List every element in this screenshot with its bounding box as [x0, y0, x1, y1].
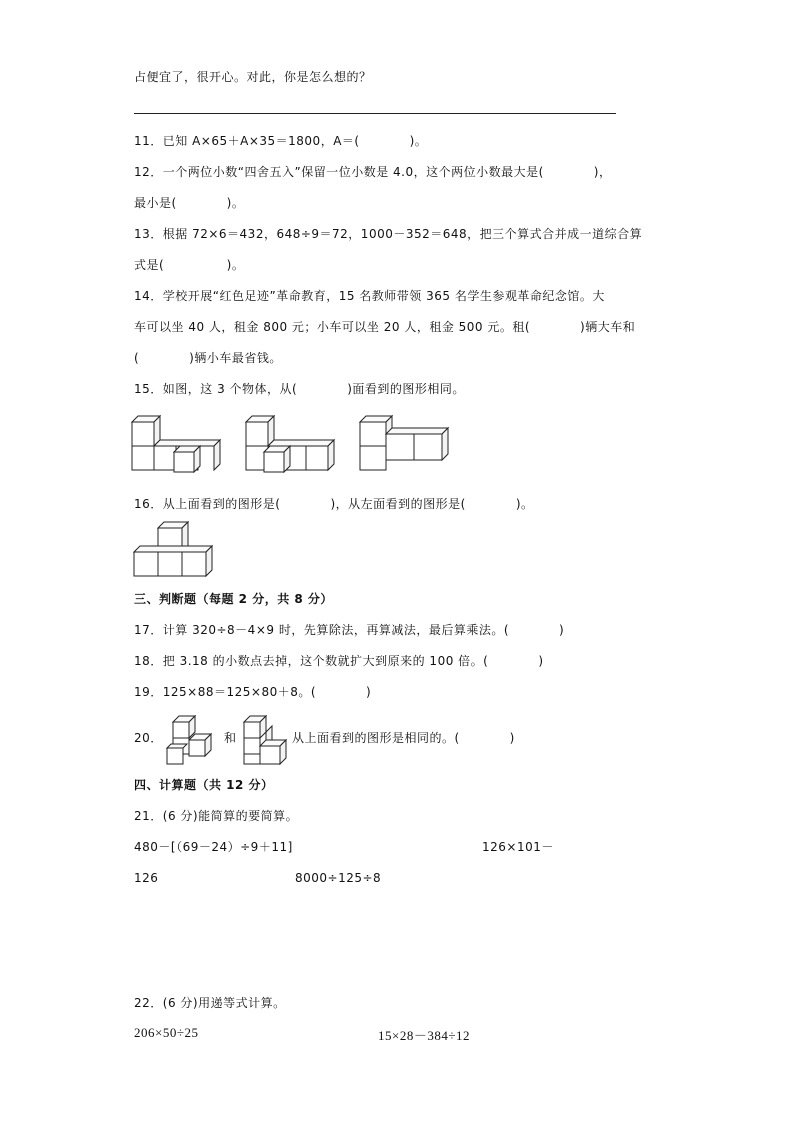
intro-text: 占便宜了，很开心。对此，你是怎么想的？	[134, 70, 372, 84]
question-14-line-3: ( )辆小车最省钱。	[134, 351, 282, 365]
question-18: 18．把 3.18 的小数点去掉，这个数就扩大到原来的 100 倍。( )	[134, 654, 544, 668]
q21-expression-2-cont: 126	[134, 871, 159, 885]
question-20-and: 和	[224, 731, 237, 745]
section-4-heading: 四、计算题（共 12 分）	[134, 778, 274, 792]
q22-expression-2: 15×28－384÷12	[378, 1028, 470, 1043]
question-13-line-1: 13．根据 72×6＝432，648÷9＝72，1000－352＝648，把三个算式合并成一道综合算	[134, 227, 643, 241]
question-22: 22．(6 分)用递等式计算。	[134, 996, 286, 1010]
question-15: 15．如图，这 3 个物体，从( )面看到的图形相同。	[134, 382, 465, 396]
q15-object-3-figure	[358, 410, 454, 472]
q15-object-1-figure	[130, 410, 222, 472]
q20-object-1-figure	[163, 710, 219, 766]
question-14-line-2: 车可以坐 40 人，租金 800 元；小车可以坐 20 人，租金 500 元。租( )辆大车和	[134, 320, 636, 334]
q16-object-figure	[134, 520, 220, 578]
question-17: 17．计算 320÷8－4×9 时，先算除法，再算减法，最后算乘法。( )	[134, 623, 565, 637]
q20-object-2-figure	[240, 710, 296, 766]
q15-object-2-figure	[244, 410, 336, 472]
question-14-line-1: 14．学校开展“红色足迹”革命教育，15 名教师带领 365 名学生参观革命纪念馆。大	[134, 289, 605, 303]
question-20-number: 20．	[134, 731, 163, 745]
q21-expression-2: 126×101－	[482, 840, 554, 854]
question-16: 16．从上面看到的图形是( )，从左面看到的图形是( )。	[134, 497, 534, 511]
section-3-heading: 三、判断题（每题 2 分，共 8 分）	[134, 592, 333, 606]
question-12-line-1: 12．一个两位小数“四舍五入”保留一位小数是 4.0，这个两位小数最大是( )，	[134, 165, 612, 179]
question-12-line-2: 最小是( )。	[134, 196, 245, 210]
q21-expression-1: 480－[（69－24）÷9＋11]	[134, 840, 293, 854]
question-21: 21．(6 分)能简算的要简算。	[134, 809, 299, 823]
question-20-text: 从上面看到的图形是相同的。( )	[292, 731, 515, 745]
question-19: 19．125×88＝125×80＋8。( )	[134, 685, 372, 699]
answer-line	[134, 113, 616, 114]
q21-expression-3: 8000÷125÷8	[295, 871, 382, 885]
question-11: 11．已知 A×65＋A×35＝1800，A＝( )。	[134, 134, 428, 148]
q22-expression-1: 206×50÷25	[134, 1025, 199, 1040]
question-13-line-2: 式是( )。	[134, 258, 245, 272]
